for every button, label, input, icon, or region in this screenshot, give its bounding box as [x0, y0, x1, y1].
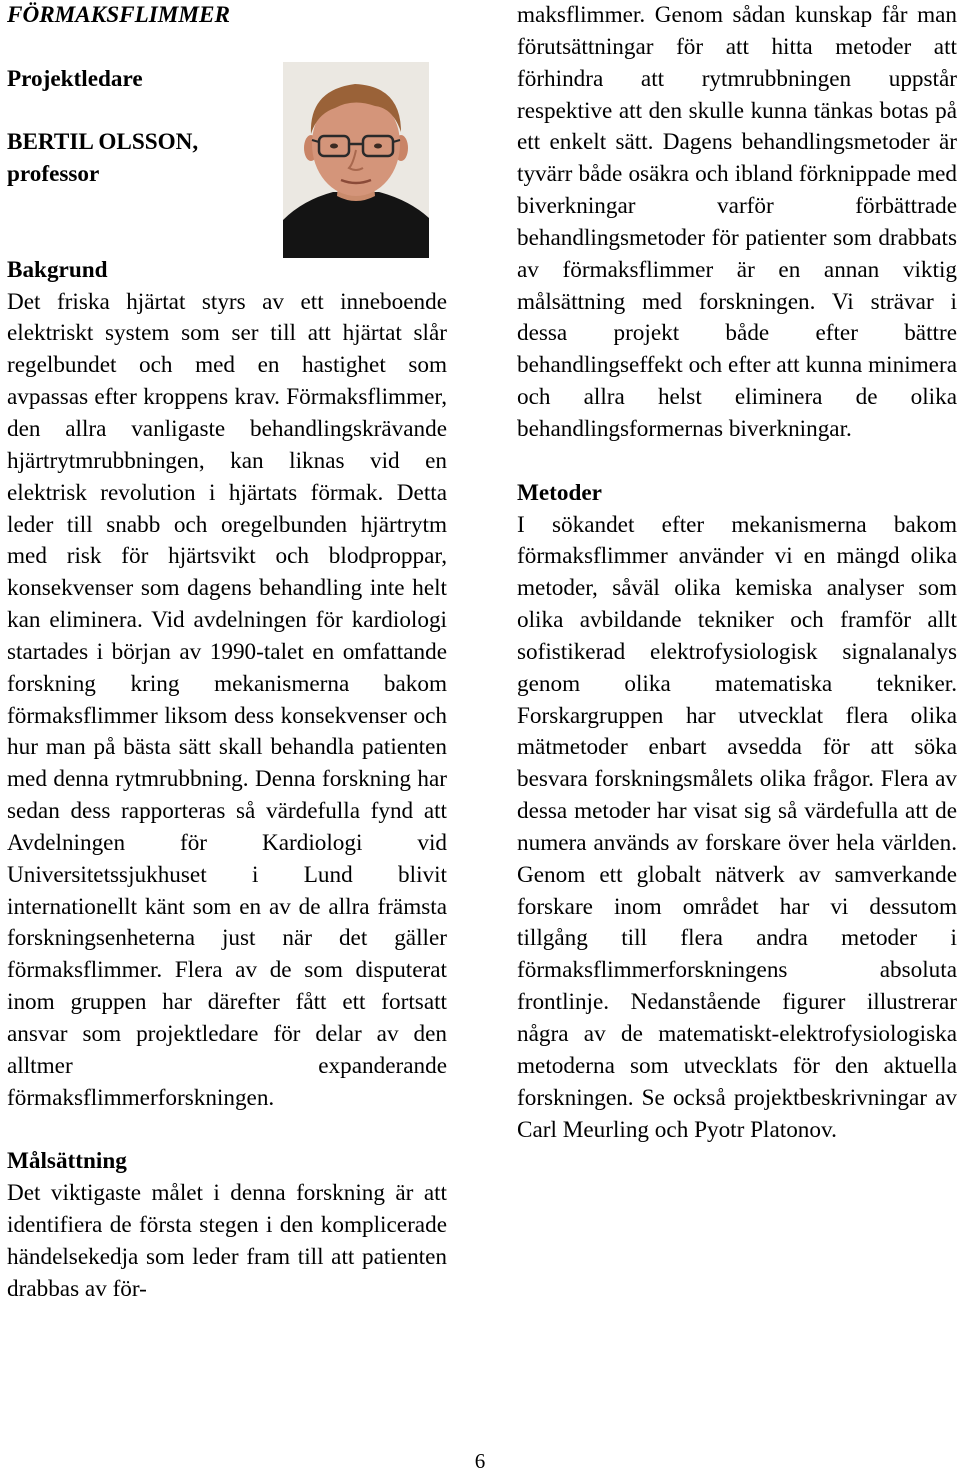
- role-label: Projektledare: [7, 65, 143, 92]
- page-title: FÖRMAKSFLIMMER: [7, 2, 230, 28]
- right-column: [517, 0, 957, 1146]
- leader-title: professor: [7, 161, 100, 188]
- section-heading-malsattning: Målsättning: [7, 1148, 127, 1175]
- section-text-malsattning-left: Det viktigaste målet i denna forskning är att identifiera de första stegen i den komplicerade händelsekedja som leder fram till att patienten drabbas av för-: [7, 1180, 447, 1302]
- leader-name: BERTIL OLSSON,: [7, 129, 199, 156]
- section-text-metoder: I sökandet efter mekanismerna bakom förmaksflimmer använder vi en mängd olika metoder, såväl olika kemiska analyser som olika avbildande tekniker och framför allt sofistikerad elektrofysiologisk signalanalys genom olika matematiska tekniker. Forskargruppen har utvecklat flera olika mätmetoder enbart avsedda för att söka besvara forskningsmålets olika frågor. Flera av dessa metoder har visat sig så värdefulla att de numera används av forskare över hela världen. Genom ett globalt nätverk av samverkande forskare inom området har vi dessutom tillgång till flera andra metoder i förmaksflimmerforskningens absoluta frontlinje. Nedanstående figurer illustrerar några av de matematiskt-elektrofysiologiska metoderna som utvecklats för den aktuella forskningen. Se också projektbeskrivningar av Carl Meurling och Pyotr Platonov.: [517, 511, 957, 1143]
- portrait-image: [283, 62, 429, 258]
- portrait-photo: [283, 62, 429, 258]
- page-number: 6: [474, 1449, 486, 1473]
- section-heading-bakgrund: Bakgrund: [7, 256, 108, 283]
- section-text-bakgrund: Det friska hjärtat styrs av ett inneboende elektriskt system som ser till att hjärtat slår regelbundet och med en hastighet som avpassas efter kroppens krav. Förmaksflimmer, den allra vanligaste behandlingskrävande hjärtrytmrubbningen, kan liknas vid en elektrisk revolution i hjärtats förmak. Detta leder till snabb och oregelbunden hjärtrytm med risk för hjärtsvikt och blodproppar, konsekvenser som dagens behandling inte helt kan eliminera. Vid avdelningen för kardiologi startades i början av 1990-talet en omfattande forskning kring mekanismerna bakom förmaksflimmer liksom dess konsekvenser och hur man på bästa sätt skall behandla patienten med denna rytmrubbning. Denna forskning har sedan dess rapporteras så värdefulla fynd att Avdelningen för Kardiologi vid Universitetssjukhuset i Lund blivit internationellt känt som en av de allra främsta forskningsenheterna just när det gäller förmaksflimmer. Flera av de som disputerat inom gruppen har därefter fått ett fortsatt ansvar som projektledare för delar av den alltmer expanderande förmaksflimmerforskningen.: [7, 288, 447, 1111]
- section-text-malsattning-right: maksflimmer. Genom sådan kunskap får man förutsättningar för att hitta metoder att förhindra att rytmrubbningen uppstår respektive att den skulle kunna tänkas botas på ett enkelt sätt. Dagens behandlingsmetoder är tyvärr både osäkra och ibland förknippade med biverkningar varför förbättrade behandlingsmetoder för patienter som drabbats av förmaksflimmer är en annan viktig målsättning med forskningen. Vi strävar i dessa projekt både efter bättre behandlingseffekt och efter att kunna minimera och allra helst eliminera de olika behandlingsformernas biverkningar.: [517, 2, 957, 442]
- section-heading-metoder: Metoder: [517, 479, 602, 506]
